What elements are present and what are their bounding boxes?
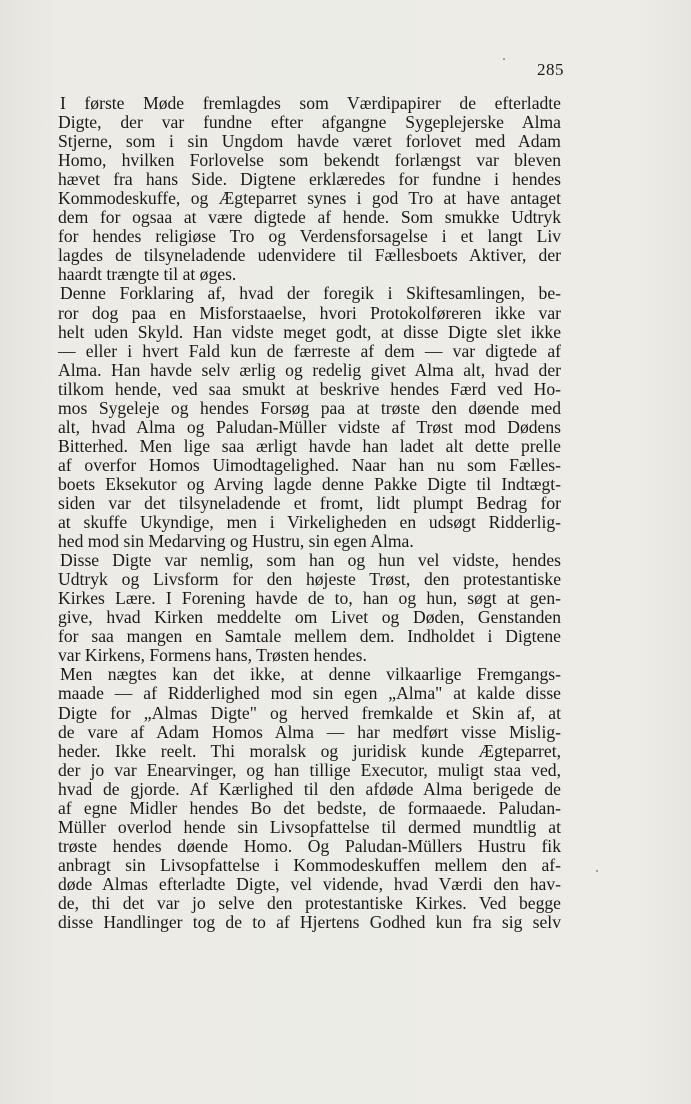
text-line: Digte for „Almas Digte" og herved fremkalde et Skin af, at xyxy=(58,702,561,723)
text-line: Alma. Han havde selv ærlig og redelig givet Alma alt, hvad der xyxy=(58,359,561,380)
body-text xyxy=(58,94,561,932)
text-line: Kirkes Lære. I Forening havde de to, han og hun, søgt at gen- xyxy=(58,588,561,609)
text-line: boets Eksekutor og Arving lagde denne Pakke Digte til Indtægt- xyxy=(58,473,561,494)
text-line: Müller overlod hende sin Livsopfattelse til dermed mundtlig at xyxy=(58,816,561,837)
paragraph xyxy=(58,551,561,665)
text-line: hvad de gjorde. Af Kærlighed til den afdøde Alma berigede de xyxy=(58,778,561,799)
text-line: maade — af Ridderlighed mod sin egen „Alma" at kalde disse xyxy=(58,683,561,704)
text-line: var Kirkens, Formens hans, Trøsten hendes. xyxy=(58,645,367,666)
text-line: alt, hvad Alma og Paludan-Müller vidste af Trøst mod Dødens xyxy=(58,416,561,437)
text-line: de vare af Adam Homos Alma — har medført visse Mislig- xyxy=(58,721,561,742)
text-line: Denne Forklaring af, hvad der foregik i Skiftesamlingen, be- xyxy=(60,283,561,304)
text-line: lagdes de tilsyneladende udenvidere til Fællesboets Aktiver, der xyxy=(58,245,561,266)
text-line: disse Handlinger tog de to af Hjertens Godhed kun fra sig selv xyxy=(58,912,561,933)
text-line: Udtryk og Livsform for den højeste Trøst, den protestantiske xyxy=(58,569,561,590)
page-number: 285 xyxy=(537,60,564,79)
text-line: trøste hendes døende Homo. Og Paludan-Müllers Hustru fik xyxy=(58,835,561,856)
text-line: anbragt sin Livsopfattelse i Kommodeskuffen mellem den af- xyxy=(58,854,561,875)
text-line: ror dog paa en Misforstaaelse, hvori Protokolføreren ikke var xyxy=(58,302,561,323)
paragraph xyxy=(58,284,561,551)
text-line: hævet fra hans Side. Digtene erklæredes for fundne i hendes xyxy=(58,169,561,190)
text-line: der jo var Enearvinger, og han tillige Executor, muligt staa ved, xyxy=(58,759,561,780)
text-line: heder. Ikke reelt. Thi moralsk og juridisk kunde Ægteparret, xyxy=(58,740,561,761)
text-line: Bitterhed. Men lige saa ærligt havde han ladet alt dette prelle xyxy=(58,435,561,456)
text-line: for hendes religiøse Tro og Verdensforsagelse i et langt Liv xyxy=(58,226,561,247)
text-line: Disse Digte var nemlig, som han og hun vel vidste, hendes xyxy=(60,550,561,571)
paragraph xyxy=(58,94,561,284)
text-line: haardt trængte til at øges. xyxy=(58,264,237,285)
text-line: døde Almas efterladte Digte, vel vidende, hvad Værdi den hav- xyxy=(58,873,561,894)
text-line: siden var det tilsyneladende et fromt, lidt plumpt Bedrag for xyxy=(58,492,561,513)
text-line: Kommodeskuffe, og Ægteparret synes i god Tro at have antaget xyxy=(58,188,561,209)
text-line: af egne Midler hendes Bo det bedste, de formaaede. Paludan- xyxy=(58,797,561,818)
paragraph xyxy=(58,665,561,932)
paper-speck xyxy=(596,870,598,872)
text-line: Stjerne, som i sin Ungdom havde været forlovet med Adam xyxy=(58,131,561,152)
text-line: I første Møde fremlagdes som Værdipapirer de efterladte xyxy=(60,93,561,113)
text-line: Men nægtes kan det ikke, at denne vilkaarlige Fremgangs- xyxy=(60,664,561,685)
text-line: for saa mangen en Samtale mellem dem. Indholdet i Digtene xyxy=(58,626,561,647)
text-line: mos Sygeleje og hendes Forsøg paa at trøste den døende med xyxy=(58,397,561,418)
text-line: — eller i hvert Fald kun de færreste af dem — var digtede af xyxy=(58,340,561,361)
text-line: at skuffe Ukyndige, men i Virkeligheden en udsøgt Ridderlig- xyxy=(58,512,561,533)
text-line: tilkom hende, ved saa smukt at beskrive hendes Færd ved Ho- xyxy=(58,378,561,399)
text-line: Digte, der var fundne efter afgangne Sygeplejerske Alma xyxy=(58,112,561,133)
paper-speck xyxy=(503,58,505,60)
text-line: de, thi det var jo selve den protestantiske Kirkes. Ved begge xyxy=(58,892,561,913)
text-line: dem for ogsaa at være digtede af hende. Som smukke Udtryk xyxy=(58,207,561,228)
text-line: hed mod sin Medarving og Hustru, sin egen Alma. xyxy=(58,531,414,552)
text-line: give, hvad Kirken meddelte om Livet og Døden, Genstanden xyxy=(58,607,561,628)
text-line: helt uden Skyld. Han vidste meget godt, at disse Digte slet ikke xyxy=(58,321,561,342)
text-line: Homo, hvilken Forlovelse som bekendt forlængst var bleven xyxy=(58,150,561,171)
text-line: af overfor Homos Uimodtagelighed. Naar han nu som Fælles- xyxy=(58,454,561,475)
